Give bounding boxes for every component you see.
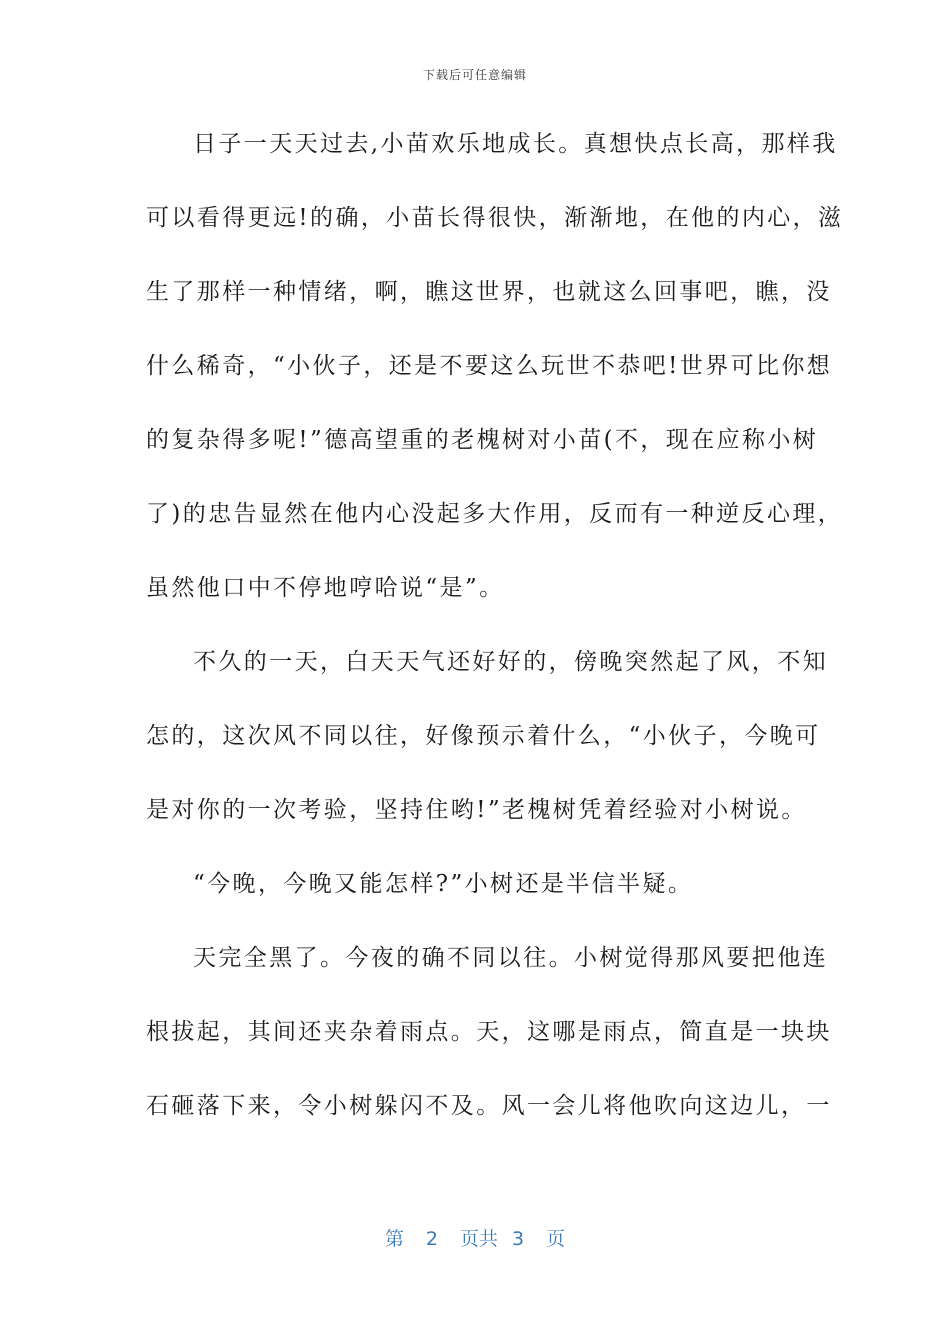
body-line-12: 天完全黑了。今夜的确不同以往。小树觉得那风要把他连 <box>193 945 828 971</box>
document-body <box>146 118 844 1154</box>
body-line-9: 怎的，这次风不同以往，好像预示着什么，“小伙子，今晚可 <box>146 723 821 749</box>
body-line-2: 可以看得更远!的确，小苗长得很快，渐渐地，在他的内心，滋 <box>146 205 844 231</box>
body-line-4: 什么稀奇，“小伙子，还是不要这么玩世不恭吧!世界可比你想 <box>146 353 833 379</box>
body-line-5: 的复杂得多呢!”德高望重的老槐树对小苗(不，现在应称小树 <box>146 427 819 453</box>
body-line-11: “今晚，今晚又能怎样?”小树还是半信半疑。 <box>193 871 694 897</box>
footer-label-page: 第 <box>384 1228 404 1250</box>
footer-total-pages: 3 <box>512 1228 525 1250</box>
page-footer <box>0 1224 950 1251</box>
body-line-14: 石砸落下来，令小树躲闪不及。风一会儿将他吹向这边儿，一 <box>146 1093 832 1119</box>
body-line-10: 是对你的一次考验，坚持住哟!”老槐树凭着经验对小树说。 <box>146 797 807 823</box>
body-line-1: 日子一天天过去,小苗欢乐地成长。真想快点长高，那样我 <box>193 131 838 157</box>
body-line-7: 虽然他口中不停地哼哈说“是”。 <box>146 575 505 601</box>
body-line-8: 不久的一天，白天天气还好好的，傍晚突然起了风，不知 <box>193 649 828 675</box>
footer-label-page-end: 页 <box>546 1228 566 1250</box>
body-line-3: 生了那样一种情绪，啊，瞧这世界，也就这么回事吧，瞧，没 <box>146 279 832 305</box>
page-header-note: 下载后可任意编辑 <box>422 68 527 82</box>
body-line-13: 根拔起，其间还夹杂着雨点。天，这哪是雨点，简直是一块块 <box>146 1019 832 1045</box>
footer-current-page: 2 <box>425 1228 438 1250</box>
body-line-6: 了)的忠告显然在他内心没起多大作用，反而有一种逆反心理， <box>146 501 844 527</box>
footer-label-of: 页共 <box>459 1228 498 1250</box>
